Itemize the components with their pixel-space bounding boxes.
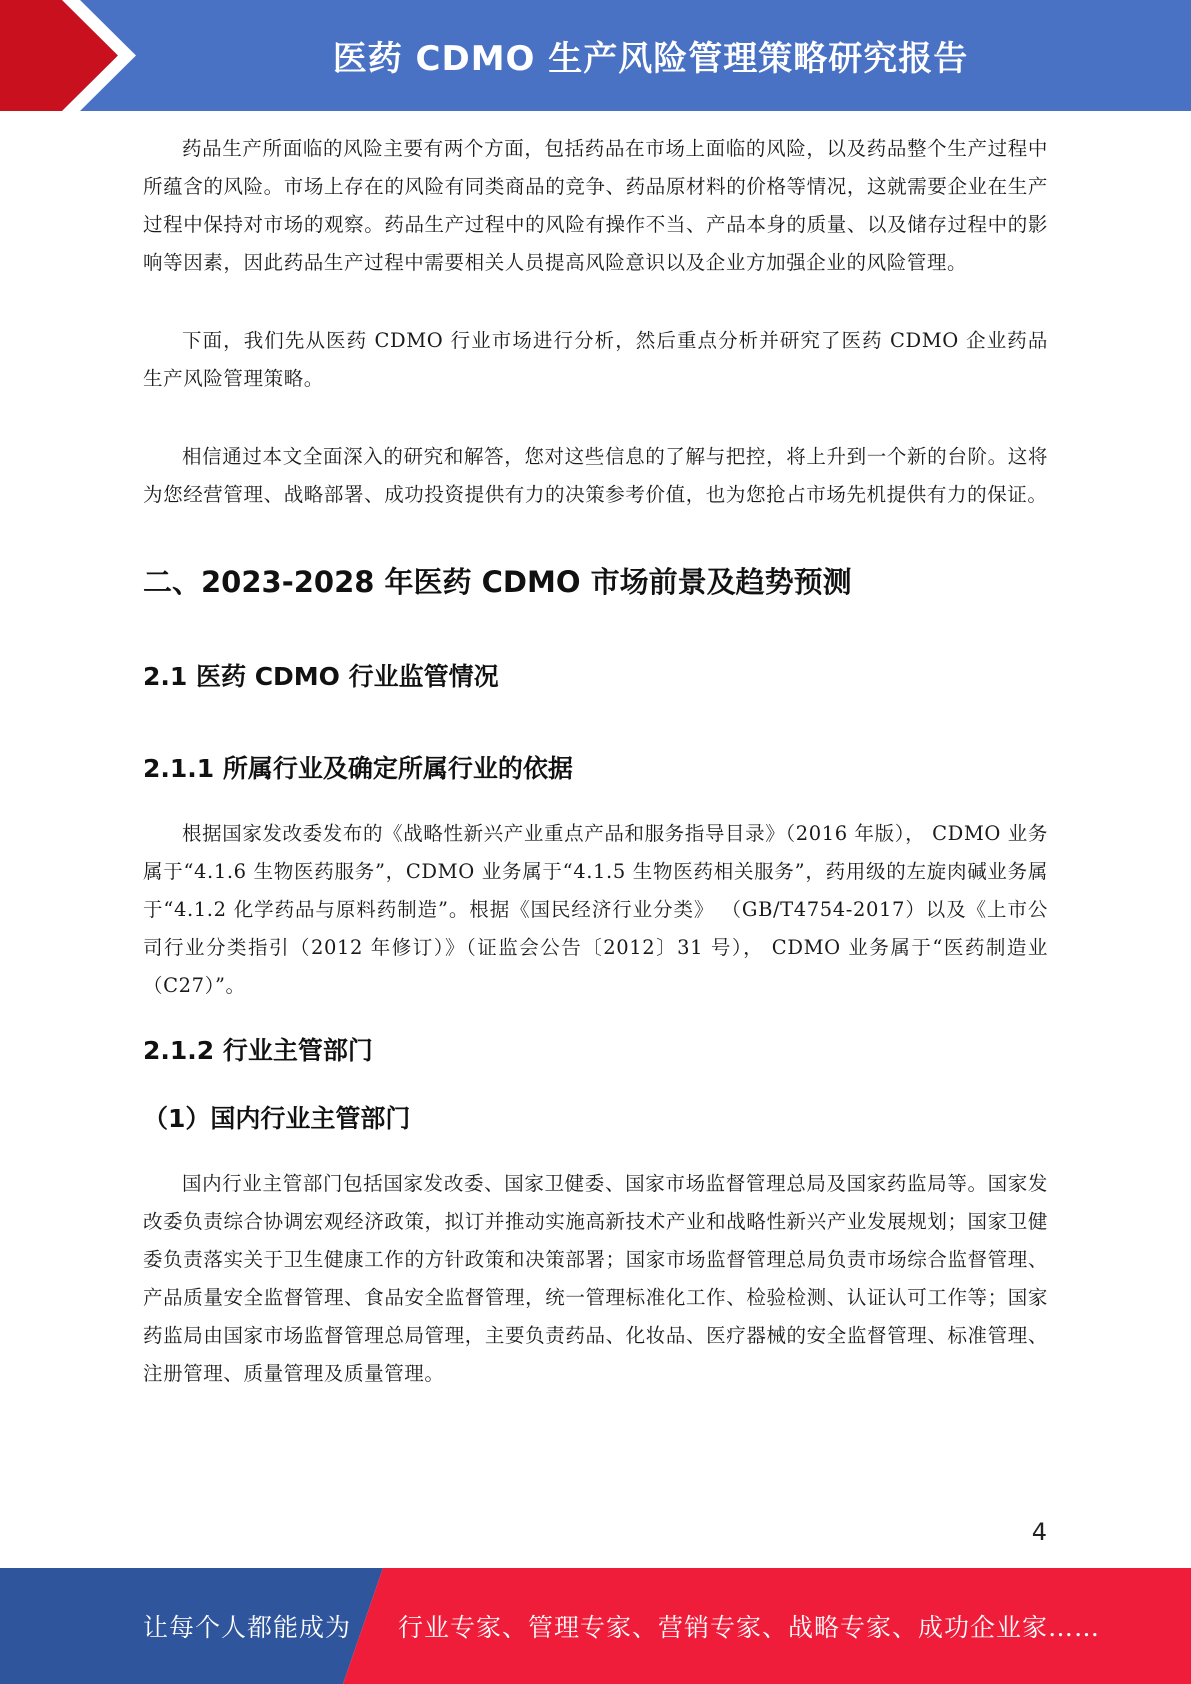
subsection-heading: 2.1 医药 CDMO 行业监管情况 <box>143 662 499 691</box>
intro-paragraph-2: 下面，我们先从医药 CDMO 行业市场进行分析，然后重点分析并研究了医药 CDMO 企业药品生产风险管理策略。 <box>143 329 1048 390</box>
domestic-authorities-paragraph: 国内行业主管部门包括国家发改委、国家卫健委、国家市场监督管理总局及国家药监局等。国家发改委负责综合协调宏观经济政策，拟订并推动实施高新技术产业和战略性新兴产业发展规划；国家卫健委负责落实关于卫生健康工作的方针政策和决策部署；国家市场监督管理总局负责市场综合监督管理、产品质量安全监督管理、食品安全监督管理，统一管理标准化工作、检验检测、认证认可工作等；国家药监局由国家市场监督管理总局管理，主要负责药品、化妆品、医疗器械的安全监督管理、标准管理、注册管理、质量管理及质量管理。 <box>143 1172 1048 1385</box>
section-heading: 二、2023-2028 年医药 CDMO 市场前景及趋势预测 <box>143 565 852 599</box>
subsubsection-heading-2-1-1: 2.1.1 所属行业及确定所属行业的依据 <box>143 754 573 783</box>
page-header <box>0 0 1191 111</box>
subsubsection-heading-2-1-2: 2.1.2 行业主管部门 <box>143 1036 373 1065</box>
page-footer <box>0 1568 1191 1684</box>
item-heading-domestic-authorities: （1）国内行业主管部门 <box>143 1104 411 1133</box>
intro-paragraph-3: 相信通过本文全面深入的研究和解答，您对这些信息的了解与把控，将上升到一个新的台阶。这将为您经营管理、战略部署、成功投资提供有力的决策参考价值，也为您抢占市场先机提供有力的保证。 <box>143 445 1048 506</box>
footer-slogan-right: 行业专家、管理专家、营销专家、战略专家、成功企业家…… <box>398 1613 1101 1642</box>
document-body <box>143 130 1048 1393</box>
page-number: 4 <box>1031 1518 1047 1546</box>
footer-slogan-left: 让每个人都能成为 <box>143 1613 352 1642</box>
report-title: 医药 CDMO 生产风险管理策略研究报告 <box>332 39 969 79</box>
header-arrow-icon <box>0 0 150 111</box>
intro-paragraph-1: 药品生产所面临的风险主要有两个方面，包括药品在市场上面临的风险，以及药品整个生产过程中所蕴含的风险。市场上存在的风险有同类商品的竞争、药品原材料的价格等情况，这就需要企业在生产过程中保持对市场的观察。药品生产过程中的风险有操作不当、产品本身的质量、以及储存过程中的影响等因素，因此药品生产过程中需要相关人员提高风险意识以及企业方加强企业的风险管理。 <box>143 137 1048 274</box>
industry-classification-paragraph: 根据国家发改委发布的《战略性新兴产业重点产品和服务指导目录》（2016 年版）， CDMO 业务属于“4.1.6 生物医药服务”，CDMO 业务属于“4.1.5 生物医药相关服务”，药用级的左旋肉碱业务属于“4.1.2 化学药品与原料药制造”。根据《国民经济行业分类》 （GB/T4754-2017）以及《上市公司行业分类指引（2012 年修订）》（证监会公告〔2012〕31 号）， CDMO 业务属于“医药制造业（C27）”。 <box>143 822 1048 997</box>
